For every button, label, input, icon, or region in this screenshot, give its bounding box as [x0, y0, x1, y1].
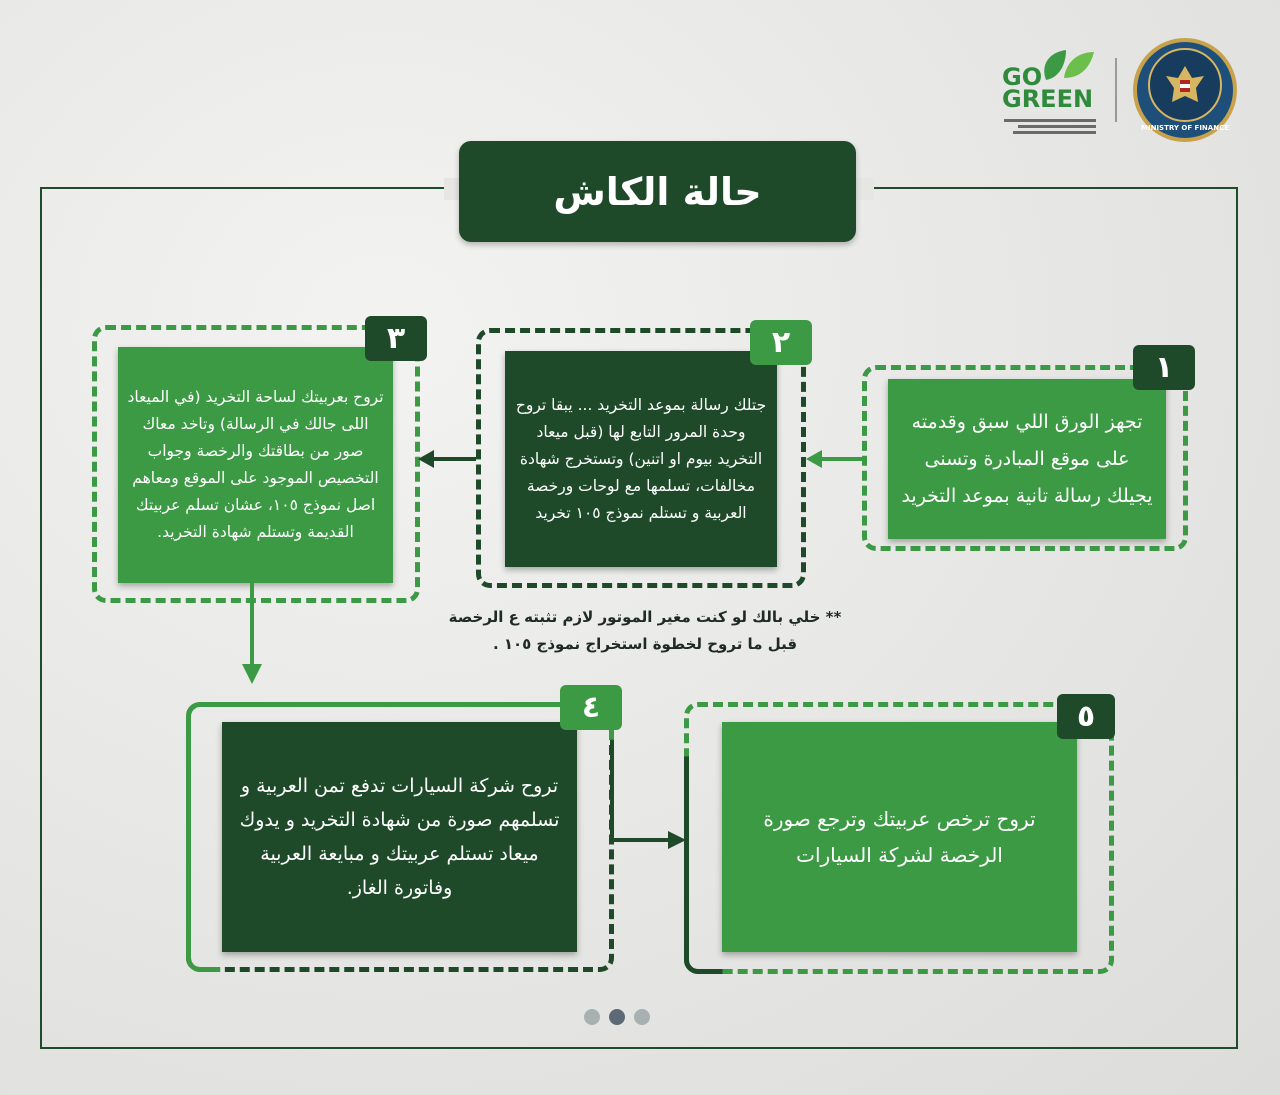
step-5-text: تروح ترخص عربيتك وترجع صورة الرخصة لشركة السيارات — [763, 807, 1036, 867]
arrow-step1-to-step2 — [806, 450, 862, 468]
arrow-step2-to-step3 — [418, 450, 476, 468]
pagination — [584, 1009, 650, 1027]
arrow-step4-to-step5 — [610, 733, 686, 849]
go-green-line2: GREEN — [1002, 85, 1094, 113]
step-4-badge: ٤ — [560, 685, 622, 730]
note-text — [410, 604, 880, 658]
pagination-dot[interactable] — [634, 1009, 650, 1025]
arrow-step3-to-step4 — [242, 583, 262, 684]
step-5-badge: ٥ — [1057, 694, 1115, 739]
step-2-text: جتلك رسالة بموعد التخريد ... يبقا تروح وحدة المرور التابع لها (قبل ميعاد التخريد بيوم او اتنين) وتستخرج شهادة مخالفات، تسلمها مع لوحات ورخصة العربية و تستلم نموذج ١٠٥ تخريد — [515, 395, 767, 522]
step-3-text: تروح بعربيتك لساحة التخريد (في الميعاد اللى جالك في الرسالة) وتاخد معاك صور من بطاقتك والرخصة وجواب التخصيص الموجود على الموقع ومعاهم اصل نموذج ١٠٥، عشان تسلم عربيتك القديمة وتستلم شهادة التخريد. — [127, 388, 384, 541]
step-3-badge: ٣ — [365, 316, 427, 361]
note-line-2: قبل ما تروح لخطوة استخراج نموذج ١٠٥ . — [492, 635, 798, 653]
step-5-card — [722, 722, 1077, 952]
step-1-text: تجهز الورق اللي سبق وقدمته على موقع المبادرة وتسنى يجيلك رسالة تانية بموعد التخريد — [901, 410, 1153, 507]
seal-text: MINISTRY OF FINANCE — [1141, 124, 1229, 132]
note-line-1: ** خلي بالك لو كنت مغير الموتور لازم تثبته ع الرخصة — [448, 608, 842, 626]
step-2-badge: ٢ — [750, 320, 812, 365]
page-title: حالة الكاش — [459, 141, 856, 242]
pagination-dot[interactable] — [584, 1009, 600, 1025]
step-1-badge: ١ — [1133, 345, 1195, 390]
go-green-line1: GO — [1002, 63, 1043, 91]
step-4-card — [222, 722, 577, 952]
step-4-text: تروح شركة السيارات تدفع تمن العربية و تسلمهم صورة من شهادة التخريد و يدوك ميعاد تستلم عربيتك و مبايعة العربية وفاتورة الغاز. — [239, 775, 560, 899]
pagination-dot-active[interactable] — [609, 1009, 625, 1025]
